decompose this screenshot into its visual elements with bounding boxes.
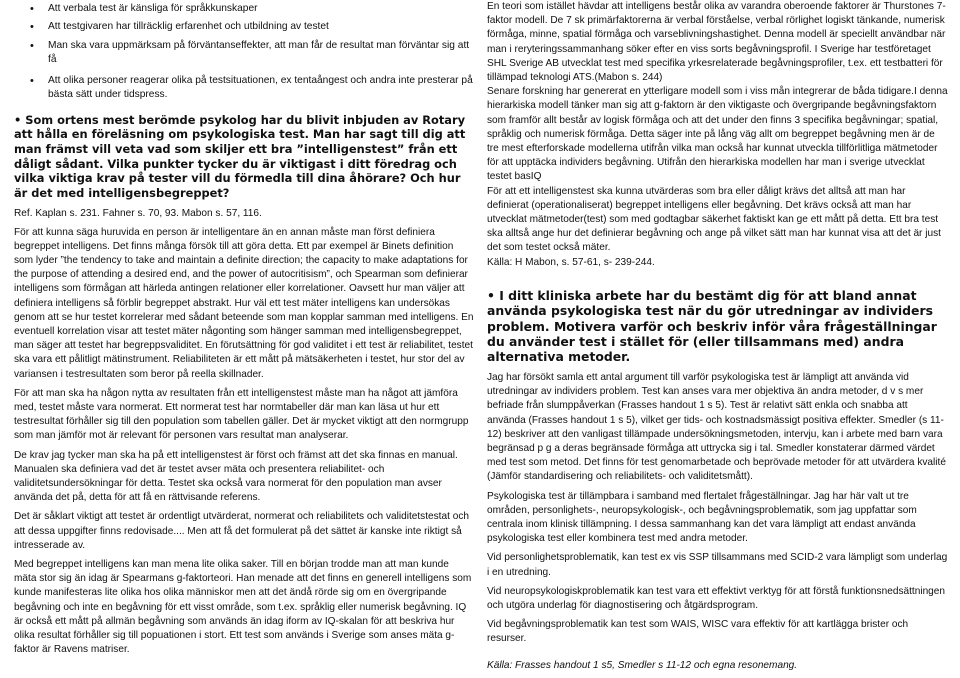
- bullet-icon: •: [30, 21, 34, 34]
- bullet-icon: •: [30, 39, 34, 52]
- paragraph: För att kunna säga huruvida en person är intelligentare än en annan måste man först definiera begreppet intelligens. Det finns många försök till att göra detta. Ett par exempel är Binets definition som lyder ”the tendency to take and maintain a definite direction; the capacity to make adaptations for the purpose of attending a desired end, and the power of autocritisism”, och Spearman som definierar intelligens som förmågan att härleda antingen relationer eller korrelationer. Oavsett hur man väljer att definiera intelligens så förblir begreppet abstrakt. Hur väl ett test mäter intelligens kan undersökas genom att se hur testet korrelerar med sådant beteende som man kopplar samman med intelligens. En eventuell korrelation visar att testet mäter någonting som hänger samman med intelligensbegreppet, man säger att testet har begreppsvaliditet. En förutsättning för god validitet i ett test är reliabilitet, testet ska vara ett pålitligt mätinstrument. Reliabiliteten är ett mått på mätsäkerheten i testet, hur stor del av variansen i testresultaten som beror på reella skillnader.: [14, 226, 474, 380]
- list-item: • Att olika personer reagerar olika på testsituationen, ex tentaångest och andra inte presterar på bästa sätt under tidspress.: [30, 75, 473, 101]
- source-line: Källa: H Mabon, s. 57-61, s- 239-244.: [487, 256, 655, 268]
- bullet-icon: •: [30, 3, 34, 15]
- paragraph: Vid begåvningsproblematik kan test som WAIS, WISC vara effektiv för att kartlägga brister och resurser.: [487, 619, 909, 645]
- source-line: Källa: Frasses handout 1 s5, Smedler s 11-12 och egna resonemang.: [487, 659, 798, 671]
- question-heading-rotary: • Som ortens mest berömde psykolog har du blivit inbjuden av Rotary att hålla en föreläsning om psykologiska test. Man har sagt till dig att man främst vill veta vad som skiljer ett bra ”intelligenstest” från ett dåligt sådant. Vilka punkter tycker du är viktigast i ditt föredrag och vilka viktiga krav på tester vill du förmedla till dina åhörare? Och hur är det med intelligensbegreppet?: [14, 112, 466, 200]
- paragraph: En teori som istället hävdar att intelligens består olika av varandra oberoende faktorer är Thurstones 7-faktor modell. De 7 sk primärfaktorerna är verbal förståelse, verbal rörlighet logiskt tänkande, numerisk förmåga, minne, spatial förmåga och varseblivningshastighet. Denna modell är speciellt användbar när man i reryteringssammanhang söker efter en viss sorts begåvningsprofil. I Sverige har testföretaget SHL Sverige AB utvecklat test med specifika yrkesrelaterade begåvningsprofiler, t.ex. ett testbatteri för tillämpad teknologi ATS.(Mabon s. 244): [487, 1, 946, 84]
- paragraph: Jag har försökt samla ett antal argument till varför psykologiska test är lämpligt att använda vid utredningar av individers problem. Test kan anses vara mer objektiva än andra metoder, d v s mer befriade från slumppåverkan (Frasses handout 1 s 5). Test är relativt sätt enkla och snabba att använda (Frasses handout 1 s 5), vilket ger tids- och kostnadsmässigt positiva effekter. Smedler (s 11-12) beskriver att den vanligast tillämpade undersökningsmetoden, intervju, kan i arbete med barn vara begränsad p g a deras begränsade förmåga att uttrycka sig i tal. Smedler konstaterar därmed värdet med test som metod. Det finns för test genomarbetade och beprövade metoder för att utvärdera kvalité (Jämför standardisering och reliabilitets- och validitetsmått).: [487, 371, 946, 483]
- paragraph: Med begreppet intelligens kan man mena lite olika saker. Till en början trodde man att man kunde mäta stor sig än idag är Spearmans g-faktorteori. Han menade att det finns en generell intelligens som kunde manifesteras lite olika hos olika människor men att det ändå rörde sig om en övergripande begåvning och inte en begåvning för ett visst område, som t.ex. språklig eller numerisk begåvning. IQ är också ett mått på allmän begåvning som används än idag iform av IQ-skalan för att beskriva hur olika resultat förhåller sig till popuationen i stort. Ett test som används i Sverige som anses mäta g-faktor är Ravens matriser.: [14, 559, 472, 656]
- reference-line: Ref. Kaplan s. 231. Fahner s. 70, 93. Mabon s. 57, 116.: [14, 208, 262, 220]
- right-column: [487, 0, 949, 673]
- requirements-bullet-list: [14, 2, 474, 103]
- question-heading-clinical: • I ditt kliniska arbete har du bestämt dig för att bland annat använda psykologiska test när du gör utredningar av individers problem. Motivera varför och beskriv inför våra frågeställningar du använder test i stället för (eller tillsammans med) andra alternativa metoder.: [487, 287, 937, 365]
- bullet-icon: •: [30, 75, 34, 88]
- paragraph: Det är såklart viktigt att testet är ordentligt utvärderat, normerat och reliabilitets och validitetstestat och att dessa uppgifter finns redovisade.... Men att få det formulerat på det sättet är kanske inte riktigt så intresserade av.: [14, 511, 469, 551]
- paragraph: Vid personlighetsproblematik, kan test ex vis SSP tillsammans med SCID-2 vara lämpligt som underlag i en utredning.: [487, 552, 948, 578]
- paragraph: Vid neuropsykologiskproblematik kan test vara ett effektivt verktyg för att förstå funktionsnedsättningen och utgöra underlag för diagnostisering och åtgärdsprogram.: [487, 585, 946, 611]
- list-item: • Att testgivaren har tillräcklig erfarenhet och utbildning av testet: [30, 21, 329, 34]
- left-column: [14, 0, 474, 657]
- paragraph: För att ett intelligenstest ska kunna utvärderas som bra eller dåligt krävs det alltså att man har definierat (operationaliserat) begreppet intelligens eller begåvning. Det krävs också att man har utvecklat mätmetoder(test) som med godtagbar säkerhet faktiskt kan ge ett mått på detta. Ett bra test ska alltså ange hur det definierar begåvning och ange på vilket sätt man har kunnat visa att det är just det som testet också mäter.: [487, 185, 941, 254]
- paragraph: Senare forskning har genererat en ytterligare modell som i viss mån integrerar de båda tidigare.I denna hierarkiska modell tänker man sig att g-faktorn är den viktigaste och övergripande begåvningsfaktorn som framför allt består av logisk förmåga och att det under den finns 3 specifika begåvningar; spatial, språklig och numerisk förmåga. Detta säger inte på lång väg allt om begreppet begåvning men är de tre mest efterforskade modellerna utifrån vilka man också har kunnat utveckla tillförlitliga mätmetoder för att upptäcka individers begåvning. Utifrån den hierarkiska modellen har man i sverige utvecklat testet basIQ: [487, 86, 948, 183]
- list-item: • Att verbala test är känsliga för språkkunskaper: [30, 3, 258, 15]
- list-item: • Man ska vara uppmärksam på förväntanseffekter, att man får de resultat man förväntar sig att få: [30, 39, 470, 65]
- paragraph: Psykologiska test är tillämpbara i samband med flertalet frågeställningar. Jag har här valt ut tre områden, personlighets-, neuropsykologisk-, och begåvningsproblematik, som jag uppfattar som centrala inom klinisk tillämpning. I dessa sammanhang kan det vara lämpligt att endast använda psykologiska test eller kombinera test med andra metoder.: [487, 490, 917, 545]
- paragraph: För att man ska ha någon nytta av resultaten från ett intelligenstest måste man ha något att jämföra med, testet måste vara normerat. Ett normerat test har normtabeller där man kan läsa ut hur ett testresultat förhåller sig till den population som tabellen gäller. Det är mycket viktigt att den normgrupp som man jämför mot är relevant för personen vars resultat man analyserar.: [14, 387, 469, 442]
- paragraph: De krav jag tycker man ska ha på ett intelligenstest är först och främst att det ska finnas en manual. Manualen ska definiera vad det är testet avser mäta och presentera reliabilitet- och validitetsundersökningar för detta. Testet ska också vara normerat för den population man avser använda det på, detta för att få en rättvisande referens.: [14, 449, 458, 504]
